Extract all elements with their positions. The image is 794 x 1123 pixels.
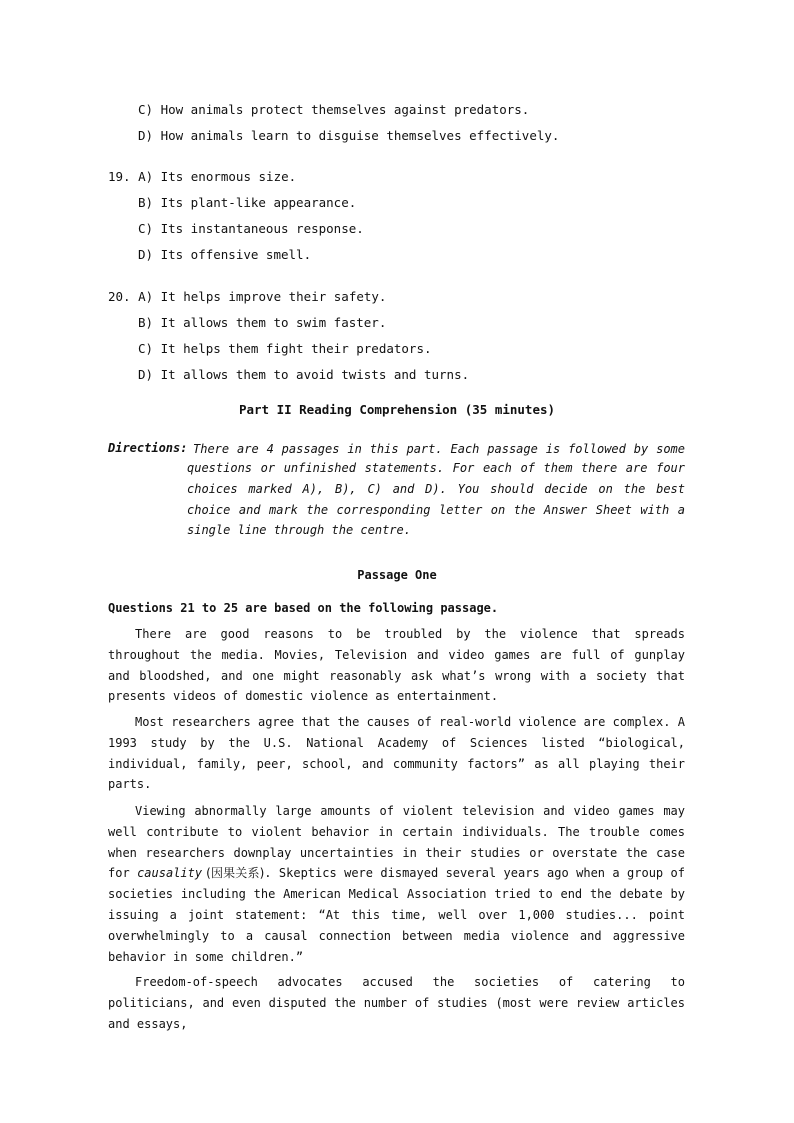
q18-option-c: C) How animals protect themselves against predators. xyxy=(138,102,530,117)
questions-heading: Questions 21 to 25 are based on the following passage. xyxy=(108,601,499,615)
q20-option-a: 20. A) It helps improve their safety. xyxy=(108,289,387,304)
q19-option-a: 19. A) Its enormous size. xyxy=(108,169,297,184)
causality-gloss: (因果关系) xyxy=(202,866,265,881)
q20-option-b: B) It allows them to swim faster. xyxy=(138,315,387,330)
directions-text: questions or unfinished statements. For each of them there are four choices marked A), B), C) and D). You should decide on the best choice and mark the corresponding letter on the Answer Sheet with a single line through the centre. xyxy=(187,461,685,538)
q20-option-d: D) It allows them to avoid twists and turns. xyxy=(138,367,470,382)
directions-first-line: There are 4 passages in this part. Each passage is followed by some xyxy=(193,442,685,456)
q20-option-c: C) It helps them fight their predators. xyxy=(138,341,432,356)
q19-option-d: D) Its offensive smell. xyxy=(138,247,312,262)
q19-option-b: B) Its plant-like appearance. xyxy=(138,195,357,210)
q18-option-d: D) How animals learn to disguise themselves effectively. xyxy=(138,128,560,143)
passage-paragraph-4: Freedom-of-speech advocates accused the societies of catering to politicians, and even disputed the number of studies (most were review articles and essays, xyxy=(108,975,685,1031)
passage-title: Passage One xyxy=(357,568,437,582)
directions-label: Directions: xyxy=(108,441,188,455)
q19-option-c: C) Its instantaneous response. xyxy=(138,221,364,236)
passage-paragraph-1: There are good reasons to be troubled by the violence that spreads throughout the media. Movies, Television and video games are full of gunplay and bloodshed, and one might reasonably ask what’s wrong with a society that presents videos of domestic violence as entertainment. xyxy=(108,627,685,704)
part-title: Part II Reading Comprehension (35 minutes) xyxy=(238,402,556,417)
causality-term: causality xyxy=(137,866,203,881)
passage-paragraph-2: Most researchers agree that the causes of real-world violence are complex. A 1993 study by the U.S. National Academy of Sciences listed “biological, individual, family, peer, school, and community factors” as all playing their parts. xyxy=(108,715,685,792)
passage-paragraph-3: Viewing abnormally large amounts of violent television and video games may well contribute to violent behavior in certain individuals. The trouble comes when researchers downplay uncertainties in their studies or overstate the case for causality (因果关系). Skeptics were dismayed several years ago when a group of societies including the American Medical Association tried to end the debate by issuing a joint statement: “At this time, well over 1,000 studies... point overwhelmingly to a causal connection between media violence and aggressive behavior in some children.” xyxy=(108,804,685,964)
